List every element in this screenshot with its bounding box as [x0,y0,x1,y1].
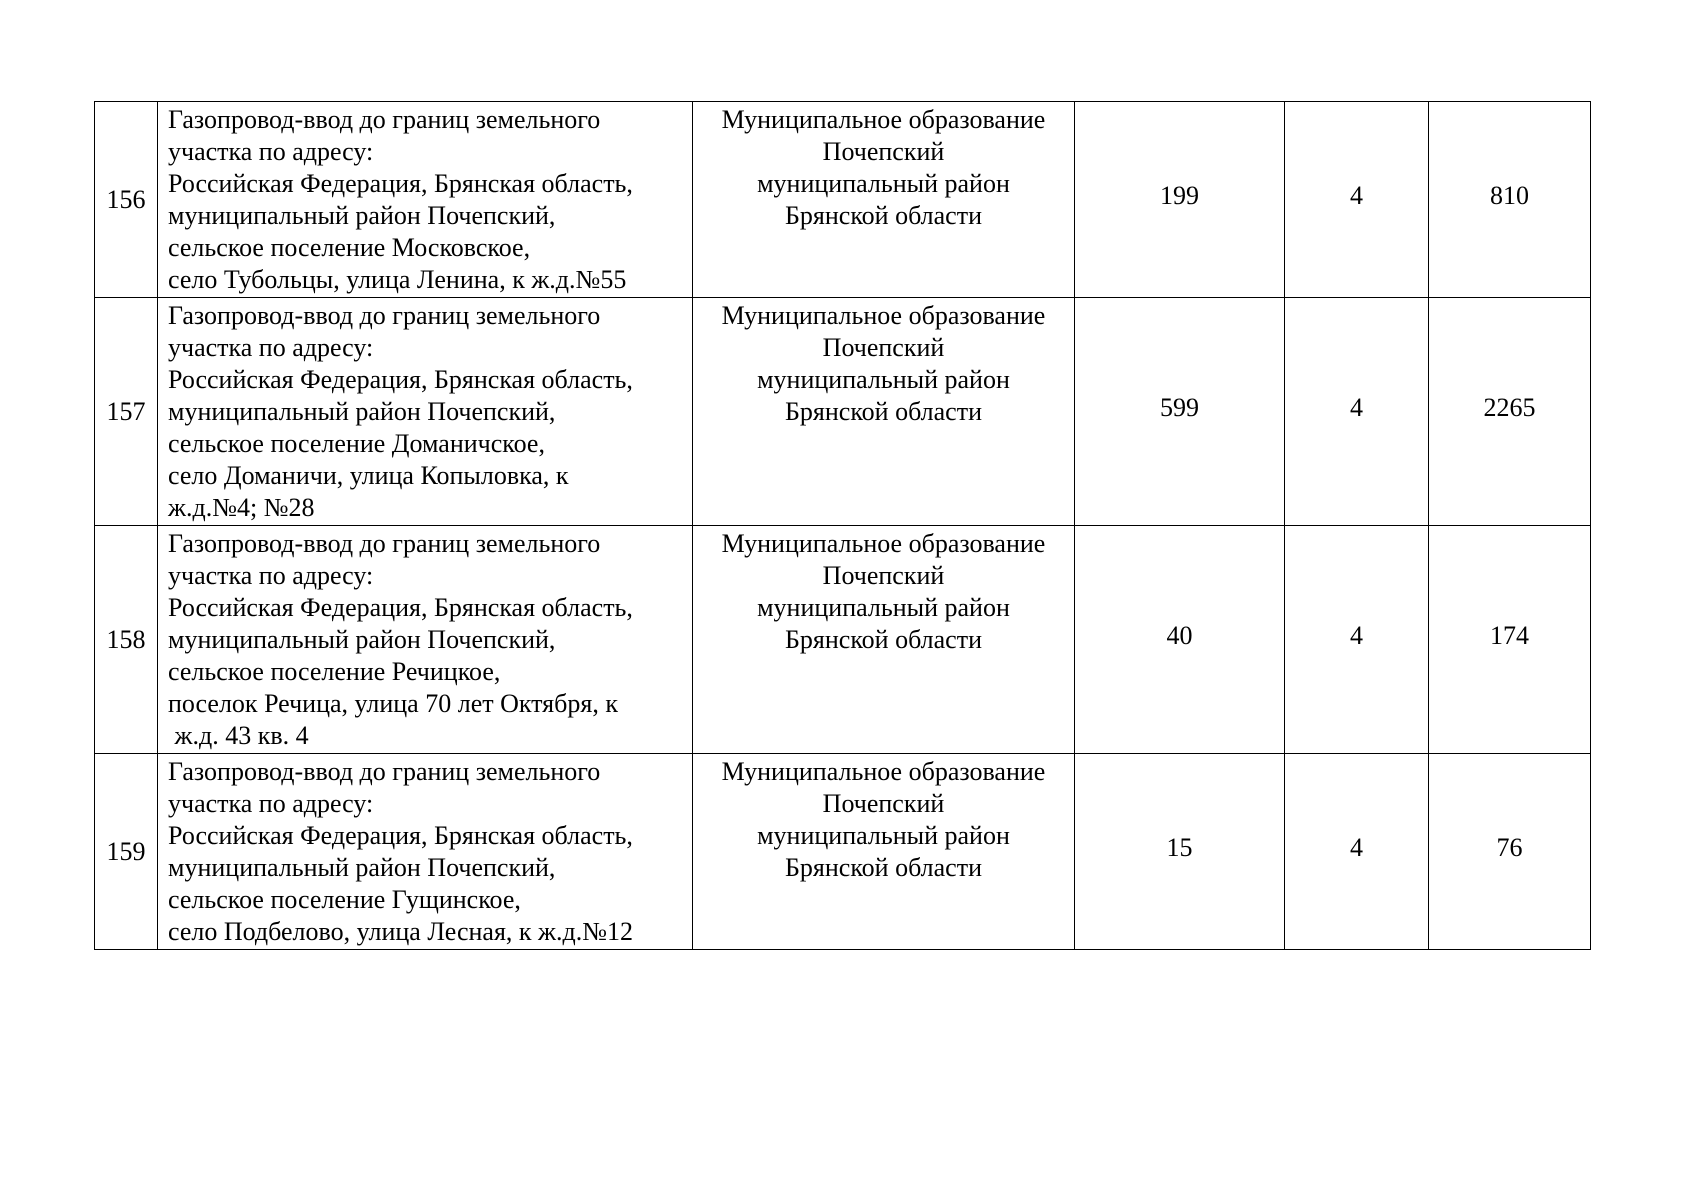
value-col-4: 15 [1075,754,1285,950]
row-number: 159 [95,754,158,950]
registry-table-body [95,102,1591,950]
value-col-4: 40 [1075,526,1285,754]
value-col-4: 599 [1075,298,1285,526]
object-description: Газопровод-ввод до границ земельного участка по адресу: Российская Федерация, Брянская область, муниципальный район Почепский, сельское поселение Московское, село Тубольцы, улица Ленина, к ж.д.№55 [158,102,693,298]
value-col-6: 810 [1429,102,1591,298]
row-number: 157 [95,298,158,526]
registry-table [94,101,1591,950]
object-description: Газопровод-ввод до границ земельного участка по адресу: Российская Федерация, Брянская область, муниципальный район Почепский, сельское поселение Речицкое, поселок Речица, улица 70 лет Октября, к ж.д. 43 кв. 4 [158,526,693,754]
value-col-6: 2265 [1429,298,1591,526]
value-col-5: 4 [1285,298,1429,526]
object-description: Газопровод-ввод до границ земельного участка по адресу: Российская Федерация, Брянская область, муниципальный район Почепский, сельское поселение Гущинское, село Подбелово, улица Лесная, к ж.д.№12 [158,754,693,950]
value-col-5: 4 [1285,754,1429,950]
owner-name: Муниципальное образование Почепский муниципальный район Брянской области [693,298,1075,526]
owner-name: Муниципальное образование Почепский муниципальный район Брянской области [693,102,1075,298]
table-row [95,102,1591,298]
value-col-5: 4 [1285,526,1429,754]
value-col-4: 199 [1075,102,1285,298]
table-row [95,526,1591,754]
row-number: 158 [95,526,158,754]
row-number: 156 [95,102,158,298]
object-description: Газопровод-ввод до границ земельного участка по адресу: Российская Федерация, Брянская область, муниципальный район Почепский, сельское поселение Доманичское, село Доманичи, улица Копыловка, к ж.д.№4; №28 [158,298,693,526]
value-col-6: 76 [1429,754,1591,950]
owner-name: Муниципальное образование Почепский муниципальный район Брянской области [693,526,1075,754]
value-col-5: 4 [1285,102,1429,298]
table-row [95,754,1591,950]
value-col-6: 174 [1429,526,1591,754]
owner-name: Муниципальное образование Почепский муниципальный район Брянской области [693,754,1075,950]
table-row [95,298,1591,526]
